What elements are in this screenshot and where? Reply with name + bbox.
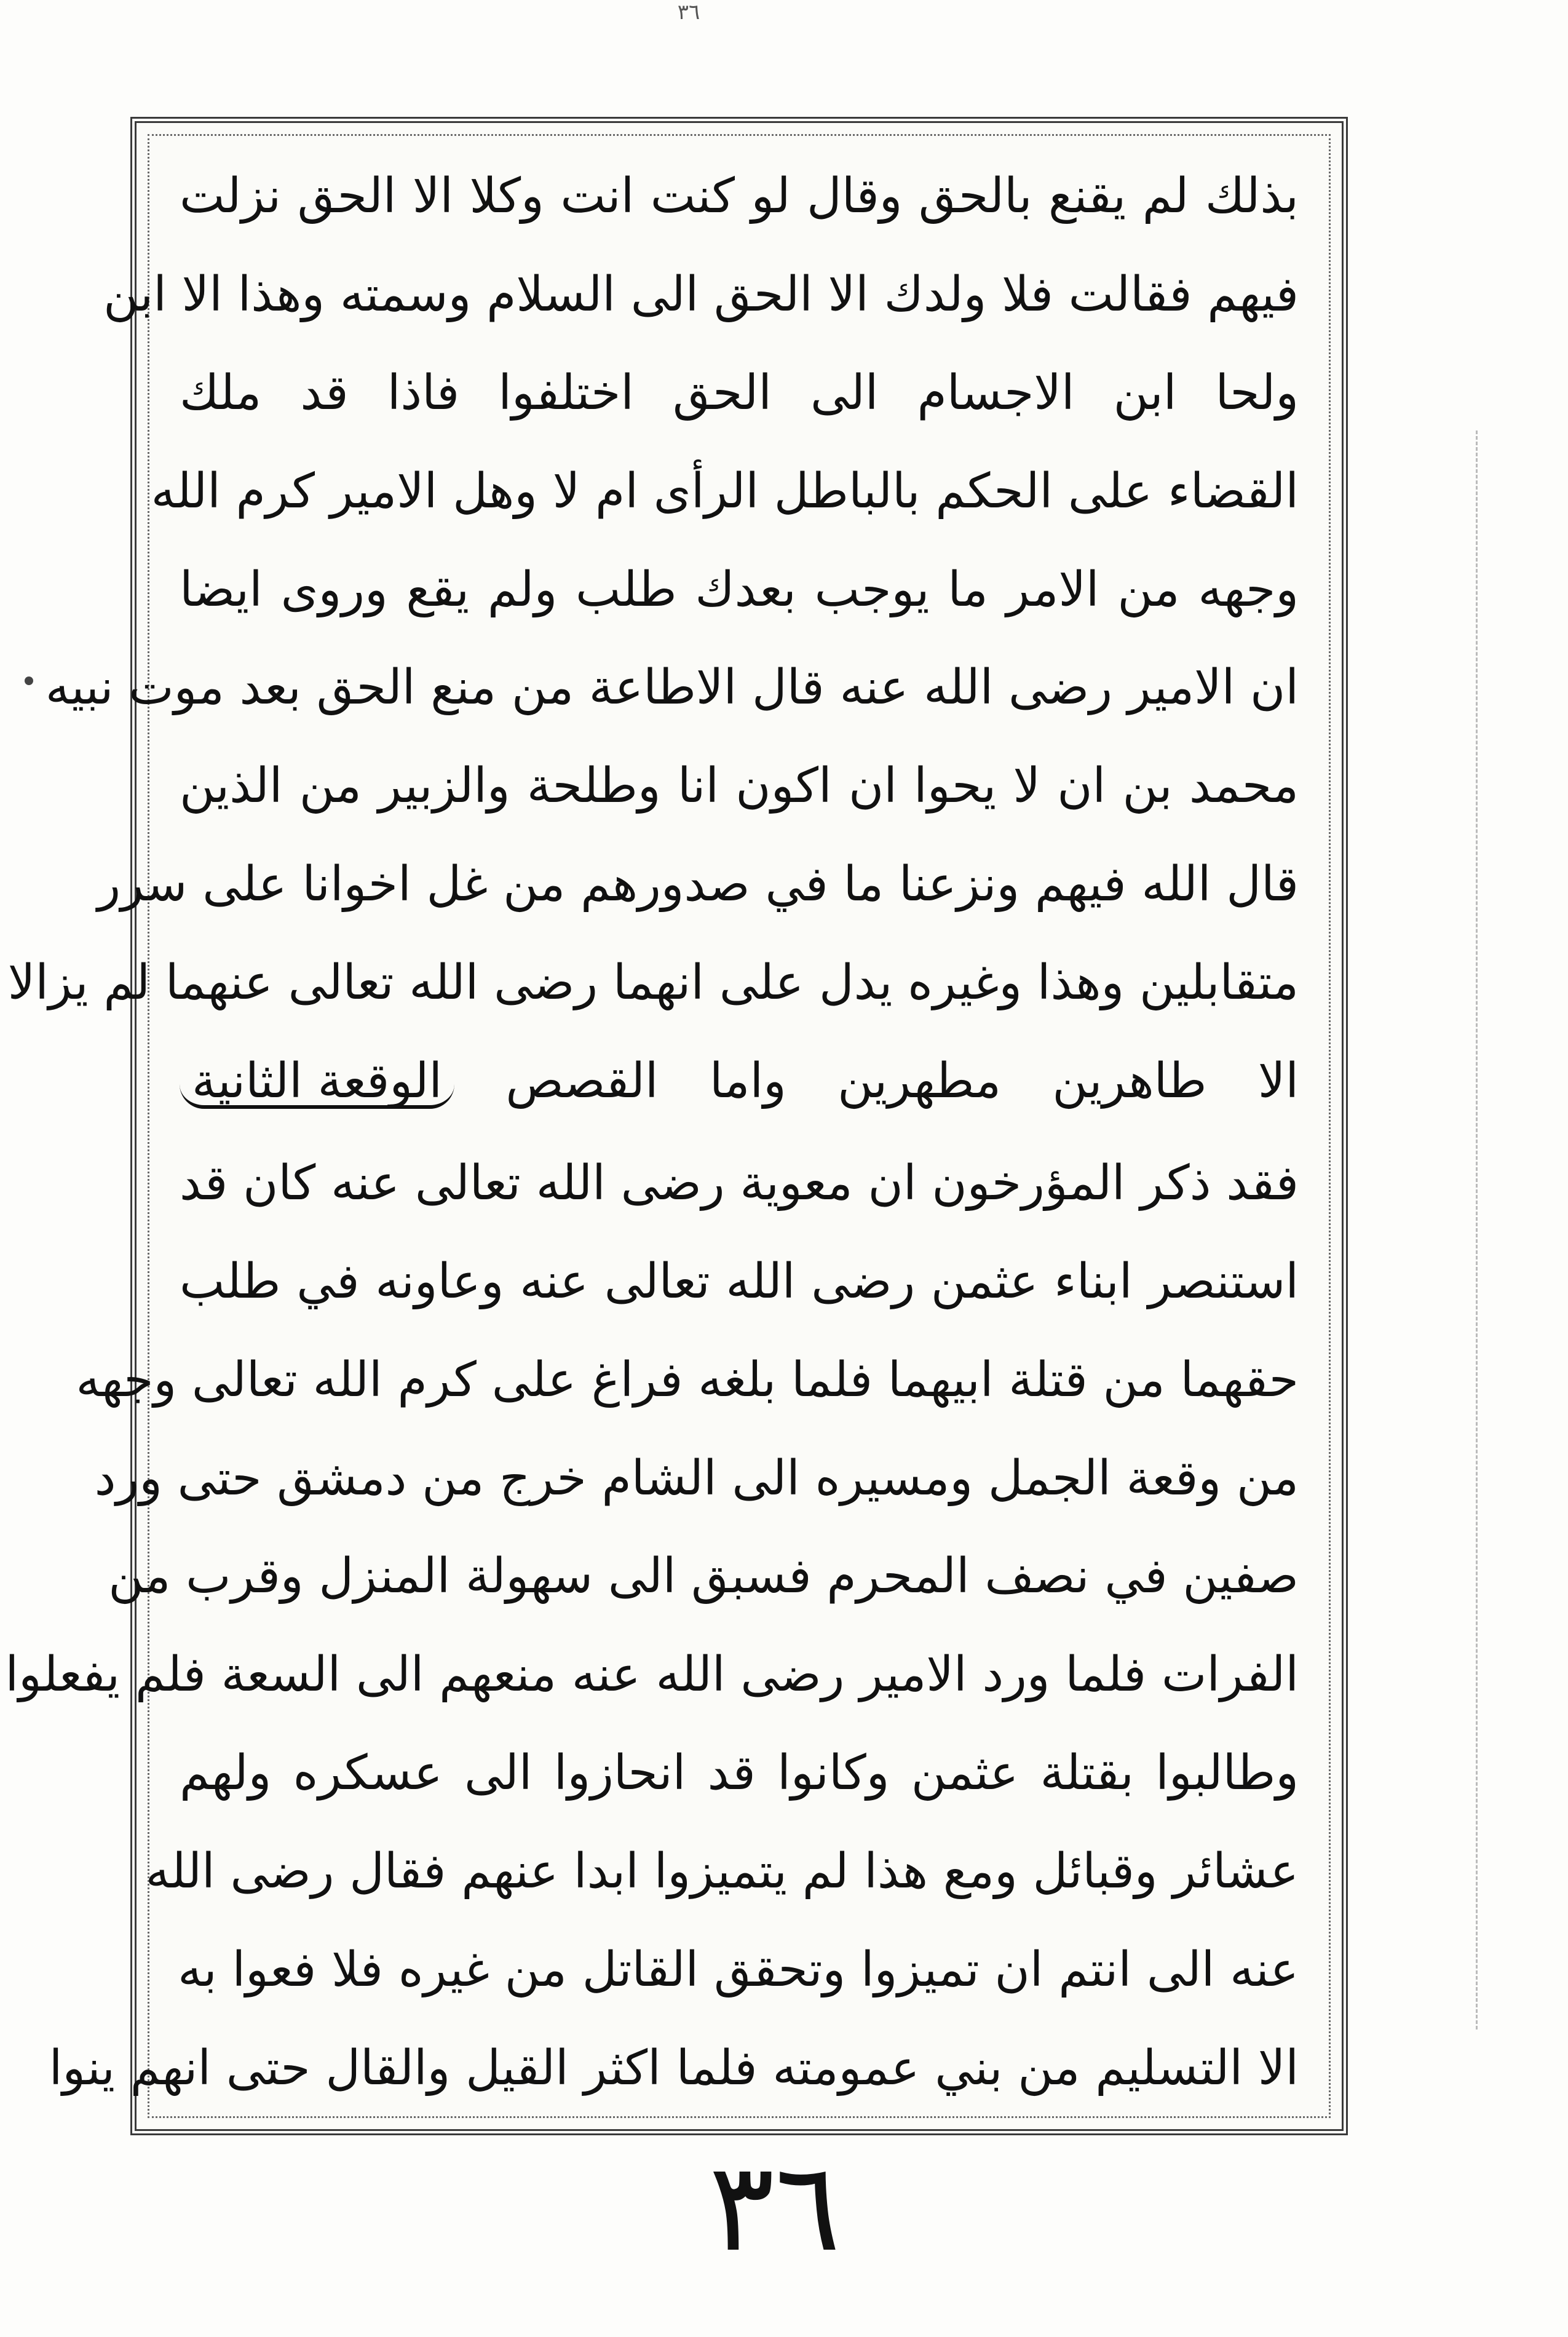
left-margin-dot bbox=[25, 676, 33, 685]
section-heading: الوقعة الثانية bbox=[180, 1057, 454, 1109]
manuscript-line: استنصر ابناء عثمن رضى الله تعالى عنه وعاونه في طلب bbox=[180, 1253, 1299, 1309]
manuscript-line: متقابلين وهذا وغيره يدل على انهما رضى الله تعالى عنهما لم يزالا bbox=[7, 955, 1299, 1011]
manuscript-line: فقد ذكر المؤرخون ان معوية رضى الله تعالى عنه كان قد bbox=[180, 1155, 1299, 1211]
right-margin-dots bbox=[1476, 430, 1490, 2030]
manuscript-line: القضاء على الحكم بالباطل الرأى ام لا وهل الامير كرم الله bbox=[151, 463, 1299, 519]
manuscript-line: عشائر وقبائل ومع هذا لم يتميزوا ابدا عنهم فقال رضى الله bbox=[145, 1844, 1299, 1900]
manuscript-line: من وقعة الجمل ومسيره الى الشام خرج من دمشق حتى ورد bbox=[94, 1450, 1299, 1506]
manuscript-text-block bbox=[5, 169, 1299, 2096]
manuscript-line: الا التسليم من بني عمومته فلما اكثر القيل والقال حتى انهم ينوا bbox=[49, 2040, 1299, 2096]
manuscript-line: وجهه من الامر ما يوجب بعدك طلب ولم يقع وروى ايضا bbox=[180, 561, 1299, 617]
manuscript-line: محمد بن ان لا يحوا ان اكون انا وطلحة والزبير من الذين bbox=[180, 758, 1299, 814]
text-frame bbox=[5, 117, 1348, 2135]
manuscript-line: بذلك لم يقنع بالحق وقال لو كنت انت وكلا الا الحق نزلت bbox=[180, 169, 1299, 224]
manuscript-line: حقهما من قتلة ابيهما فلما بلغه فراغ على كرم الله تعالى وجهه bbox=[76, 1352, 1299, 1408]
manuscript-line: الفرات فلما ورد الامير رضى الله عنه منعهم الى السعة فلم يفعلوا bbox=[5, 1647, 1299, 1703]
manuscript-line: عنه الى انتم ان تميزوا وتحقق القاتل من غيره فلا فعوا به bbox=[178, 1942, 1299, 1998]
manuscript-line: فيهم فقالت فلا ولدك الا الحق الى السلام وسمته وهذا الا ابن bbox=[103, 266, 1299, 322]
page-number: ٣٦ bbox=[708, 2136, 841, 2279]
manuscript-line: ان الامير رضى الله عنه قال الاطاعة من منع الحق بعد موت نبيه bbox=[45, 660, 1299, 716]
manuscript-line: الا طاهرين مطهرين واما القصص الوقعة الثانية bbox=[180, 1057, 1299, 1109]
manuscript-line: صفين في نصف المحرم فسبق الى سهولة المنزل وقرب من bbox=[108, 1549, 1299, 1605]
top-page-mark: ٣٦ bbox=[677, 0, 700, 25]
manuscript-line: قال الله فيهم ونزعنا ما في صدورهم من غل اخوانا على سرر bbox=[97, 857, 1299, 913]
manuscript-line: ولحا ابن الاجسام الى الحق اختلفوا فاذا قد ملك bbox=[180, 365, 1299, 421]
manuscript-line: وطالبوا بقتلة عثمن وكانوا قد انحازوا الى عسكره ولهم bbox=[180, 1745, 1299, 1801]
